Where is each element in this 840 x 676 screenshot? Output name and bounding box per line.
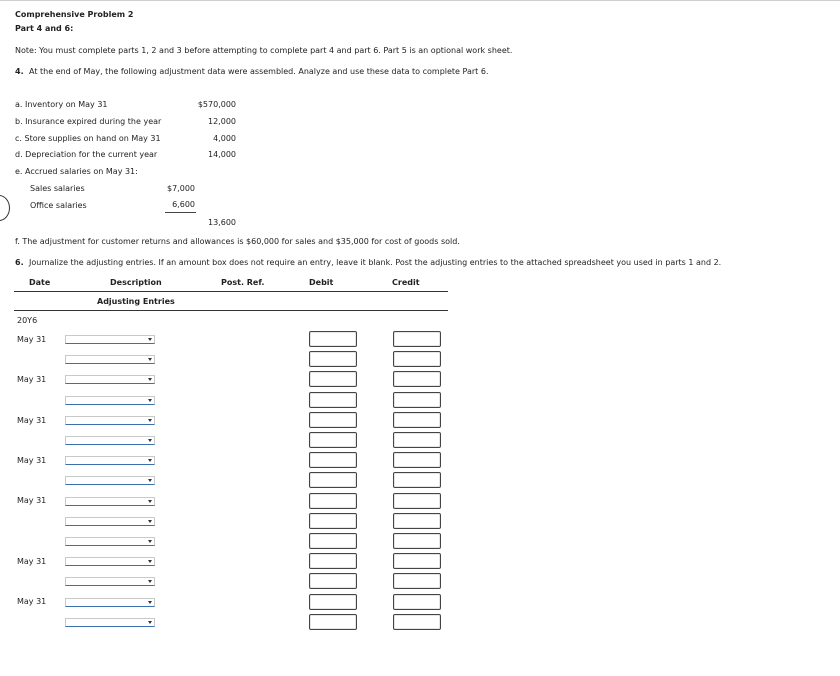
entry-date: May 31 (17, 375, 47, 384)
circle-marker (0, 195, 10, 221)
dropdown-arrow-icon (148, 459, 152, 462)
dropdown-arrow-icon (148, 399, 152, 402)
adjustment-b-label: b. Insurance expired during the year (15, 117, 162, 126)
credit-input[interactable] (393, 452, 441, 468)
dropdown-arrow-icon (148, 560, 152, 563)
accrued-salaries-total: 13,600 (208, 218, 236, 227)
description-select[interactable] (65, 335, 155, 344)
debit-input[interactable] (309, 472, 357, 488)
top-border (0, 0, 840, 1)
dropdown-arrow-icon (148, 580, 152, 583)
entry-date: May 31 (17, 557, 47, 566)
page-subtitle: Part 4 and 6: (15, 24, 74, 33)
salaries-underline (165, 212, 196, 213)
description-header: Description (110, 278, 162, 287)
adjustment-a-value: $570,000 (197, 100, 236, 109)
credit-input[interactable] (393, 351, 441, 367)
adjustment-d-label: d. Depreciation for the current year (15, 150, 158, 159)
description-select[interactable] (65, 517, 155, 526)
part6-number: 6. (15, 258, 24, 267)
dropdown-arrow-icon (148, 500, 152, 503)
adjustment-f-text: f. The adjustment for customer returns and allowances is $60,000 for sales and $35,000 for cost of goods sold. (15, 237, 460, 246)
description-select[interactable] (65, 577, 155, 586)
sales-salaries-value: $7,000 (167, 184, 195, 193)
adjustment-c-value: 4,000 (213, 134, 236, 143)
part4-text: At the end of May, the following adjustment data were assembled. Analyze and use these data to complete Part 6. (29, 67, 489, 76)
dropdown-arrow-icon (148, 520, 152, 523)
debit-input[interactable] (309, 432, 357, 448)
debit-input[interactable] (309, 614, 357, 630)
adjustment-a-label: a. Inventory on May 31 (15, 100, 108, 109)
debit-input[interactable] (309, 513, 357, 529)
office-salaries-value: 6,600 (172, 200, 195, 209)
credit-input[interactable] (393, 392, 441, 408)
credit-input[interactable] (393, 331, 441, 347)
description-select[interactable] (65, 497, 155, 506)
debit-input[interactable] (309, 331, 357, 347)
dropdown-arrow-icon (148, 378, 152, 381)
credit-input[interactable] (393, 412, 441, 428)
part4-number: 4. (15, 67, 24, 76)
dropdown-arrow-icon (148, 358, 152, 361)
adjustment-d-value: 14,000 (208, 150, 236, 159)
description-select[interactable] (65, 355, 155, 364)
dropdown-arrow-icon (148, 419, 152, 422)
dropdown-arrow-icon (148, 540, 152, 543)
debit-input[interactable] (309, 371, 357, 387)
entry-date: May 31 (17, 456, 47, 465)
credit-input[interactable] (393, 533, 441, 549)
credit-input[interactable] (393, 553, 441, 569)
credit-input[interactable] (393, 513, 441, 529)
entry-date: May 31 (17, 416, 47, 425)
debit-input[interactable] (309, 573, 357, 589)
entry-date: May 31 (17, 597, 47, 606)
description-select[interactable] (65, 456, 155, 465)
credit-input[interactable] (393, 573, 441, 589)
office-salaries-label: Office salaries (30, 201, 87, 210)
description-select[interactable] (65, 598, 155, 607)
credit-input[interactable] (393, 614, 441, 630)
description-select[interactable] (65, 618, 155, 627)
year-label: 20Y6 (17, 316, 38, 325)
adjustment-e-label: e. Accrued salaries on May 31: (15, 167, 138, 176)
description-select[interactable] (65, 416, 155, 425)
section-divider (14, 310, 448, 311)
entry-date: May 31 (17, 496, 47, 505)
debit-input[interactable] (309, 412, 357, 428)
note-text: Note: You must complete parts 1, 2 and 3 before attempting to complete part 4 and part 6. Part 5 is an optional work sheet. (15, 46, 513, 55)
debit-input[interactable] (309, 452, 357, 468)
adjustment-b-value: 12,000 (208, 117, 236, 126)
adjusting-entries-title: Adjusting Entries (97, 297, 175, 306)
credit-input[interactable] (393, 432, 441, 448)
dropdown-arrow-icon (148, 621, 152, 624)
entry-date: May 31 (17, 335, 47, 344)
post-ref-header: Post. Ref. (221, 278, 265, 287)
dropdown-arrow-icon (148, 479, 152, 482)
dropdown-arrow-icon (148, 439, 152, 442)
sales-salaries-label: Sales salaries (30, 184, 85, 193)
date-header: Date (29, 278, 51, 287)
description-select[interactable] (65, 375, 155, 384)
description-select[interactable] (65, 476, 155, 485)
debit-input[interactable] (309, 553, 357, 569)
debit-input[interactable] (309, 493, 357, 509)
debit-input[interactable] (309, 351, 357, 367)
adjustment-c-label: c. Store supplies on hand on May 31 (15, 134, 161, 143)
description-select[interactable] (65, 557, 155, 566)
debit-header: Debit (309, 278, 334, 287)
credit-input[interactable] (393, 472, 441, 488)
debit-input[interactable] (309, 392, 357, 408)
description-select[interactable] (65, 396, 155, 405)
debit-input[interactable] (309, 594, 357, 610)
dropdown-arrow-icon (148, 338, 152, 341)
description-select[interactable] (65, 436, 155, 445)
credit-header: Credit (392, 278, 420, 287)
description-select[interactable] (65, 537, 155, 546)
debit-input[interactable] (309, 533, 357, 549)
header-divider (14, 291, 448, 292)
credit-input[interactable] (393, 493, 441, 509)
dropdown-arrow-icon (148, 601, 152, 604)
credit-input[interactable] (393, 371, 441, 387)
page-title: Comprehensive Problem 2 (15, 10, 134, 19)
part6-text: Journalize the adjusting entries. If an amount box does not require an entry, leave it blank. Post the adjusting entries to the attached spreadsheet you used in parts 1 and 2. (29, 258, 722, 267)
credit-input[interactable] (393, 594, 441, 610)
